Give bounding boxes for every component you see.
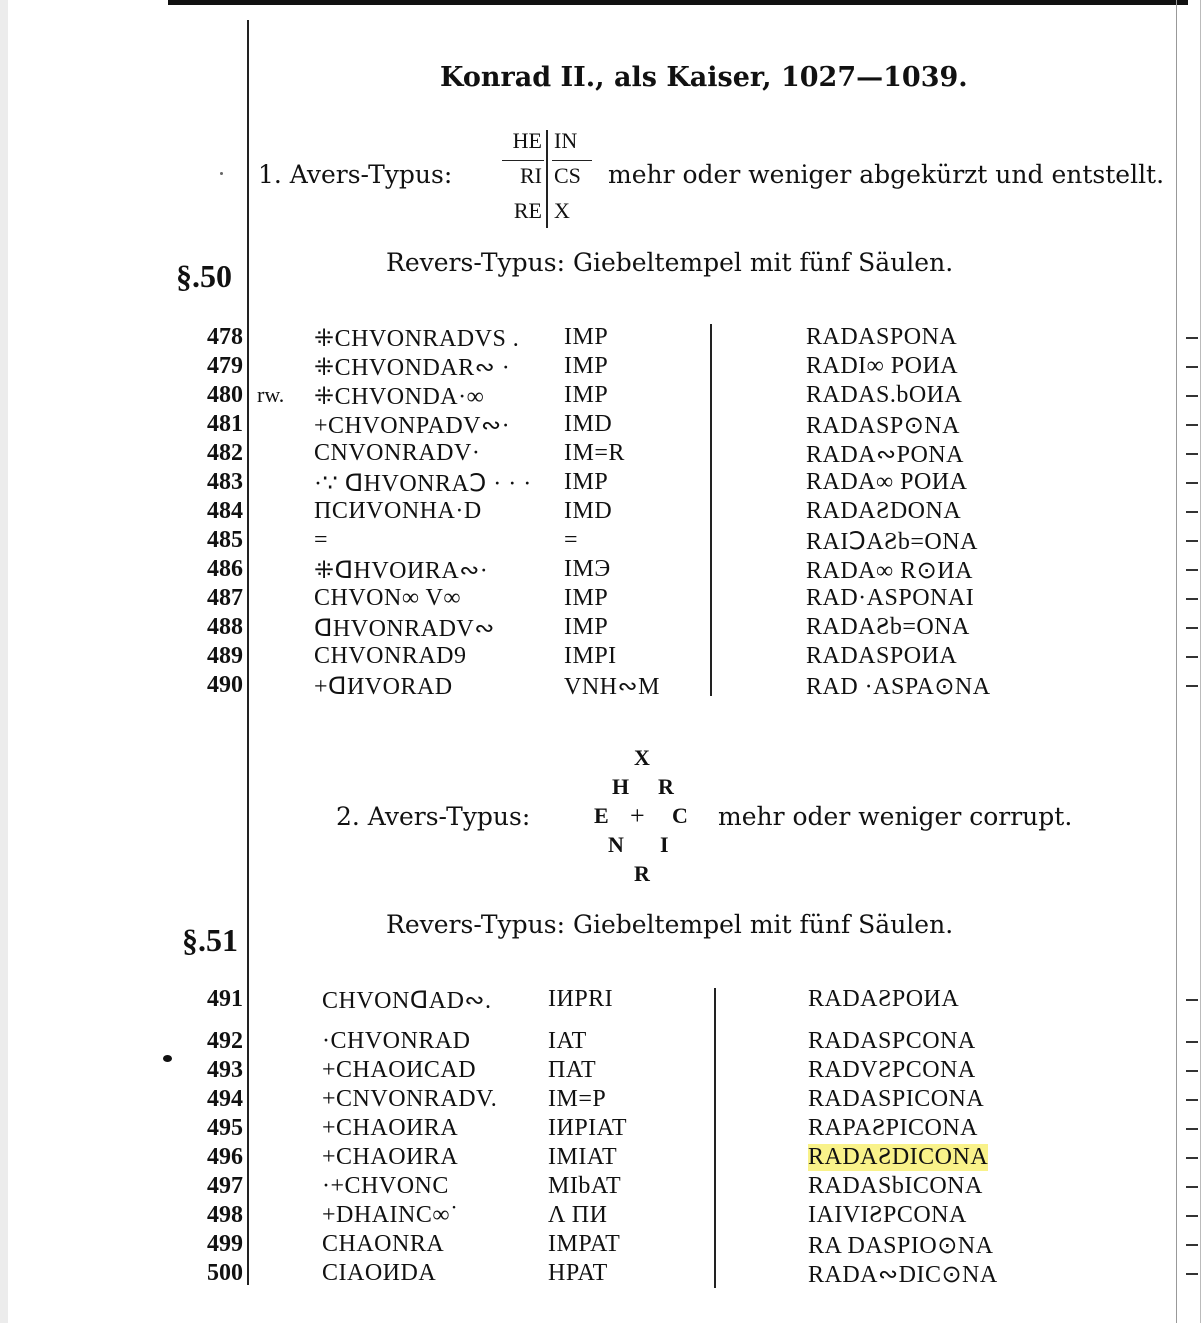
reverse-legend: RADASbICONA (808, 1173, 983, 1199)
abbr-bar-left (502, 160, 544, 161)
table-row (0, 411, 1203, 440)
table-row (0, 1173, 1203, 1202)
margin-tick (1186, 656, 1198, 658)
row-number: 498 (207, 1202, 243, 1228)
table-row (0, 986, 1203, 1015)
reverse-legend: RAPAƧPICONA (808, 1115, 979, 1141)
obverse-imp-legend: HPAT (548, 1260, 608, 1286)
table-row (0, 1057, 1203, 1086)
table-row (0, 643, 1203, 672)
obverse-imp-legend: IMP (564, 614, 609, 640)
table-row (0, 672, 1203, 701)
avers-type-1-label: 1. Avers-Typus: (258, 160, 453, 189)
obverse-imp-legend: Λ ПИ (548, 1202, 608, 1228)
reverse-legend: RADA∞ POИA (806, 469, 968, 495)
reverse-legend: RADA∾PONA (806, 442, 964, 468)
obverse-imp-legend: IMЭ (564, 556, 611, 582)
cross-letter-h: H (612, 774, 630, 799)
revers-type-2: Revers-Typus: Giebeltempel mit fünf Säulen. (386, 910, 954, 939)
obverse-imp-legend: IM=R (564, 440, 625, 466)
obverse-legend: ᗡHVONRADV∾ (314, 616, 495, 642)
obverse-imp-legend: IMD (564, 498, 613, 524)
reverse-legend: RADA∾DIC⊙NA (808, 1262, 998, 1288)
avers-type-2-label: 2. Avers-Typus: (336, 802, 531, 831)
table-row (0, 614, 1203, 643)
row-number: 491 (207, 986, 243, 1012)
row-number: 500 (207, 1260, 243, 1286)
margin-tick (1186, 482, 1198, 484)
section-51: §.51 (182, 922, 238, 958)
abbr-left-2: RI (520, 163, 542, 188)
abbr-bar-right (552, 160, 592, 161)
obverse-legend: CHVON∞ V∞ (314, 585, 461, 611)
obverse-imp-legend: ПAT (548, 1057, 597, 1083)
section-50: §.50 (176, 258, 232, 294)
cross-letter-e: E (594, 803, 609, 828)
reverse-legend: RADAƧPOИA (808, 986, 960, 1012)
cross-letter-n: N (608, 832, 624, 857)
abbr-left-1: HE (512, 128, 542, 153)
reverse-legend: RAD·ASPONAI (806, 585, 975, 611)
obverse-legend: CHVONᗡAD∾. (322, 988, 492, 1014)
reverse-legend-highlighted: RADAƧDICONA (808, 1144, 989, 1170)
obverse-imp-legend: VNH∾M (564, 674, 660, 700)
obverse-imp-legend: IИPIAT (548, 1115, 627, 1141)
margin-tick (1186, 366, 1198, 368)
obverse-imp-legend: = (564, 527, 579, 553)
row-number: 493 (207, 1057, 243, 1083)
row-number: 494 (207, 1086, 243, 1112)
obverse-imp-legend: IMP (564, 382, 609, 408)
row-number: 488 (207, 614, 243, 640)
row-number: 487 (207, 585, 243, 611)
obverse-legend: ⁜CHVONDAR∾ · (314, 355, 511, 381)
avers-type-2-desc: mehr oder weniger corrupt. (718, 802, 1073, 831)
margin-tick (1186, 1041, 1198, 1043)
reverse-legend: RAD ·ASPA⊙NA (806, 674, 991, 700)
obverse-legend: CHVONRAD9 (314, 643, 467, 669)
reverse-legend: RA DASPIO⊙NA (808, 1233, 994, 1259)
obverse-imp-legend: IMPAT (548, 1231, 621, 1257)
obverse-imp-legend: IMP (564, 324, 609, 350)
row-number: 483 (207, 469, 243, 495)
margin-tick (1186, 1128, 1198, 1130)
row-number: 499 (207, 1231, 243, 1257)
cross-letter-r2: R (634, 861, 650, 886)
cross-letter-top: X (634, 745, 650, 770)
page-title: Konrad II., als Kaiser, 1027—1039. (440, 62, 968, 93)
obverse-legend: ·CHVONRAD (322, 1028, 471, 1054)
margin-tick (1186, 1157, 1198, 1159)
table-row (0, 1028, 1203, 1057)
obverse-legend: +CHAOИRA (322, 1144, 459, 1170)
obverse-legend: ⁜ᗡHVOИRA∾· (314, 558, 489, 584)
margin-tick (1186, 395, 1198, 397)
margin-tick (1186, 453, 1198, 455)
reverse-legend: IAIVIƧPCONA (808, 1202, 967, 1228)
margin-tick (1186, 1244, 1198, 1246)
margin-tick (1186, 337, 1198, 339)
obverse-legend: +CHAOИCAD (322, 1057, 477, 1083)
table-row (0, 498, 1203, 527)
reverse-legend: RADASPONA (806, 324, 958, 350)
obverse-legend: ·+CHVONC (322, 1173, 449, 1199)
margin-tick (1186, 685, 1198, 687)
table-row (0, 440, 1203, 469)
row-number: 497 (207, 1173, 243, 1199)
margin-tick (1186, 999, 1198, 1001)
obverse-legend: CNVONRADV· (314, 440, 481, 466)
row-number: 482 (207, 440, 243, 466)
row-note: rw. (257, 382, 285, 407)
table-row (0, 1144, 1203, 1173)
row-number: 484 (207, 498, 243, 524)
ink-speck (220, 172, 223, 175)
revers-type-1: Revers-Typus: Giebeltempel mit fünf Säulen. (386, 248, 954, 277)
row-number: 495 (207, 1115, 243, 1141)
abbr-right-1: IN (554, 128, 578, 153)
table-row (0, 585, 1203, 614)
obverse-legend: +ᗡИVORAD (314, 674, 453, 700)
table-row (0, 1115, 1203, 1144)
reverse-legend: RADAS.bOИA (806, 382, 963, 408)
margin-tick (1186, 1070, 1198, 1072)
reverse-legend: RADASP⊙NA (806, 413, 960, 439)
obverse-legend: CIAOИDA (322, 1260, 437, 1286)
abbr-right-3: X (554, 198, 570, 223)
table-row (0, 1202, 1203, 1231)
obverse-legend: CHAONRA (322, 1231, 445, 1257)
reverse-legend: RADVƧPCONA (808, 1057, 976, 1083)
obverse-legend: = (314, 527, 329, 553)
table-row (0, 469, 1203, 498)
row-number: 479 (207, 353, 243, 379)
top-rule (168, 0, 1188, 5)
row-number: 485 (207, 527, 243, 553)
abbr-left-3: RE (513, 198, 542, 223)
avers-type-1-desc: mehr oder weniger abgekürzt und entstellt. (608, 160, 1165, 189)
table-row (0, 353, 1203, 382)
table-row (0, 382, 1203, 411)
obverse-imp-legend: MIbAT (548, 1173, 622, 1199)
margin-tick (1186, 511, 1198, 513)
row-number: 492 (207, 1028, 243, 1054)
margin-tick (1186, 1215, 1198, 1217)
obverse-imp-legend: IMP (564, 469, 609, 495)
obverse-legend: +CHVONPADV∾· (314, 413, 511, 439)
margin-tick (1186, 424, 1198, 426)
margin-tick (1186, 1099, 1198, 1101)
row-number: 490 (207, 672, 243, 698)
reverse-legend: RADA∞ R⊙ИA (806, 558, 973, 584)
table-row (0, 324, 1203, 353)
row-number: 496 (207, 1144, 243, 1170)
row-number: 481 (207, 411, 243, 437)
obverse-legend: ⁜CHVONDA·∞ (314, 384, 485, 410)
obverse-imp-legend: IИPRI (548, 986, 614, 1012)
cross-plus: + (630, 801, 645, 830)
obverse-imp-legend: IMPI (564, 643, 617, 669)
obverse-imp-legend: IMP (564, 353, 609, 379)
obverse-legend: ·∵ ᗡHVONRAↃ · · · (314, 471, 532, 497)
cross-letter-c: C (672, 803, 688, 828)
abbr-right-2: CS (554, 163, 581, 188)
table-row (0, 527, 1203, 556)
abbr-divider (546, 130, 548, 228)
obverse-imp-legend: IAT (548, 1028, 587, 1054)
cross-letter-r1: R (658, 774, 674, 799)
margin-tick (1186, 598, 1198, 600)
obverse-legend: +CHAOИRA (322, 1115, 459, 1141)
table-row (0, 1260, 1203, 1289)
reverse-legend: RADASPICONA (808, 1086, 985, 1112)
margin-tick (1186, 1186, 1198, 1188)
row-number: 486 (207, 556, 243, 582)
margin-tick (1186, 627, 1198, 629)
row-number: 478 (207, 324, 243, 350)
obverse-imp-legend: IMD (564, 411, 613, 437)
cross-letter-i: I (660, 832, 669, 857)
margin-tick (1186, 1273, 1198, 1275)
table-row (0, 1086, 1203, 1115)
obverse-legend: ПCИVONHA·D (314, 498, 482, 524)
reverse-legend: RADAƧb=ONA (806, 614, 970, 640)
row-number: 480 (207, 382, 243, 408)
reverse-legend: RADASPCONA (808, 1028, 976, 1054)
margin-tick (1186, 569, 1198, 571)
obverse-legend: +DHAINC∞˙ (322, 1202, 459, 1228)
obverse-imp-legend: IMIAT (548, 1144, 618, 1170)
table-row (0, 556, 1203, 585)
reverse-legend: RADI∞ POИA (806, 353, 959, 379)
obverse-imp-legend: IMP (564, 585, 609, 611)
table-row (0, 1231, 1203, 1260)
obverse-imp-legend: IM=P (548, 1086, 607, 1112)
reverse-legend: RADAƧDONA (806, 498, 962, 524)
obverse-legend: +CNVONRADV. (322, 1086, 498, 1112)
obverse-legend: ⁜CHVONRADVS . (314, 326, 520, 352)
margin-tick (1186, 540, 1198, 542)
reverse-legend: RAIↃAƧb=ONA (806, 529, 978, 555)
row-number: 489 (207, 643, 243, 669)
reverse-legend: RADASPOИA (806, 643, 958, 669)
